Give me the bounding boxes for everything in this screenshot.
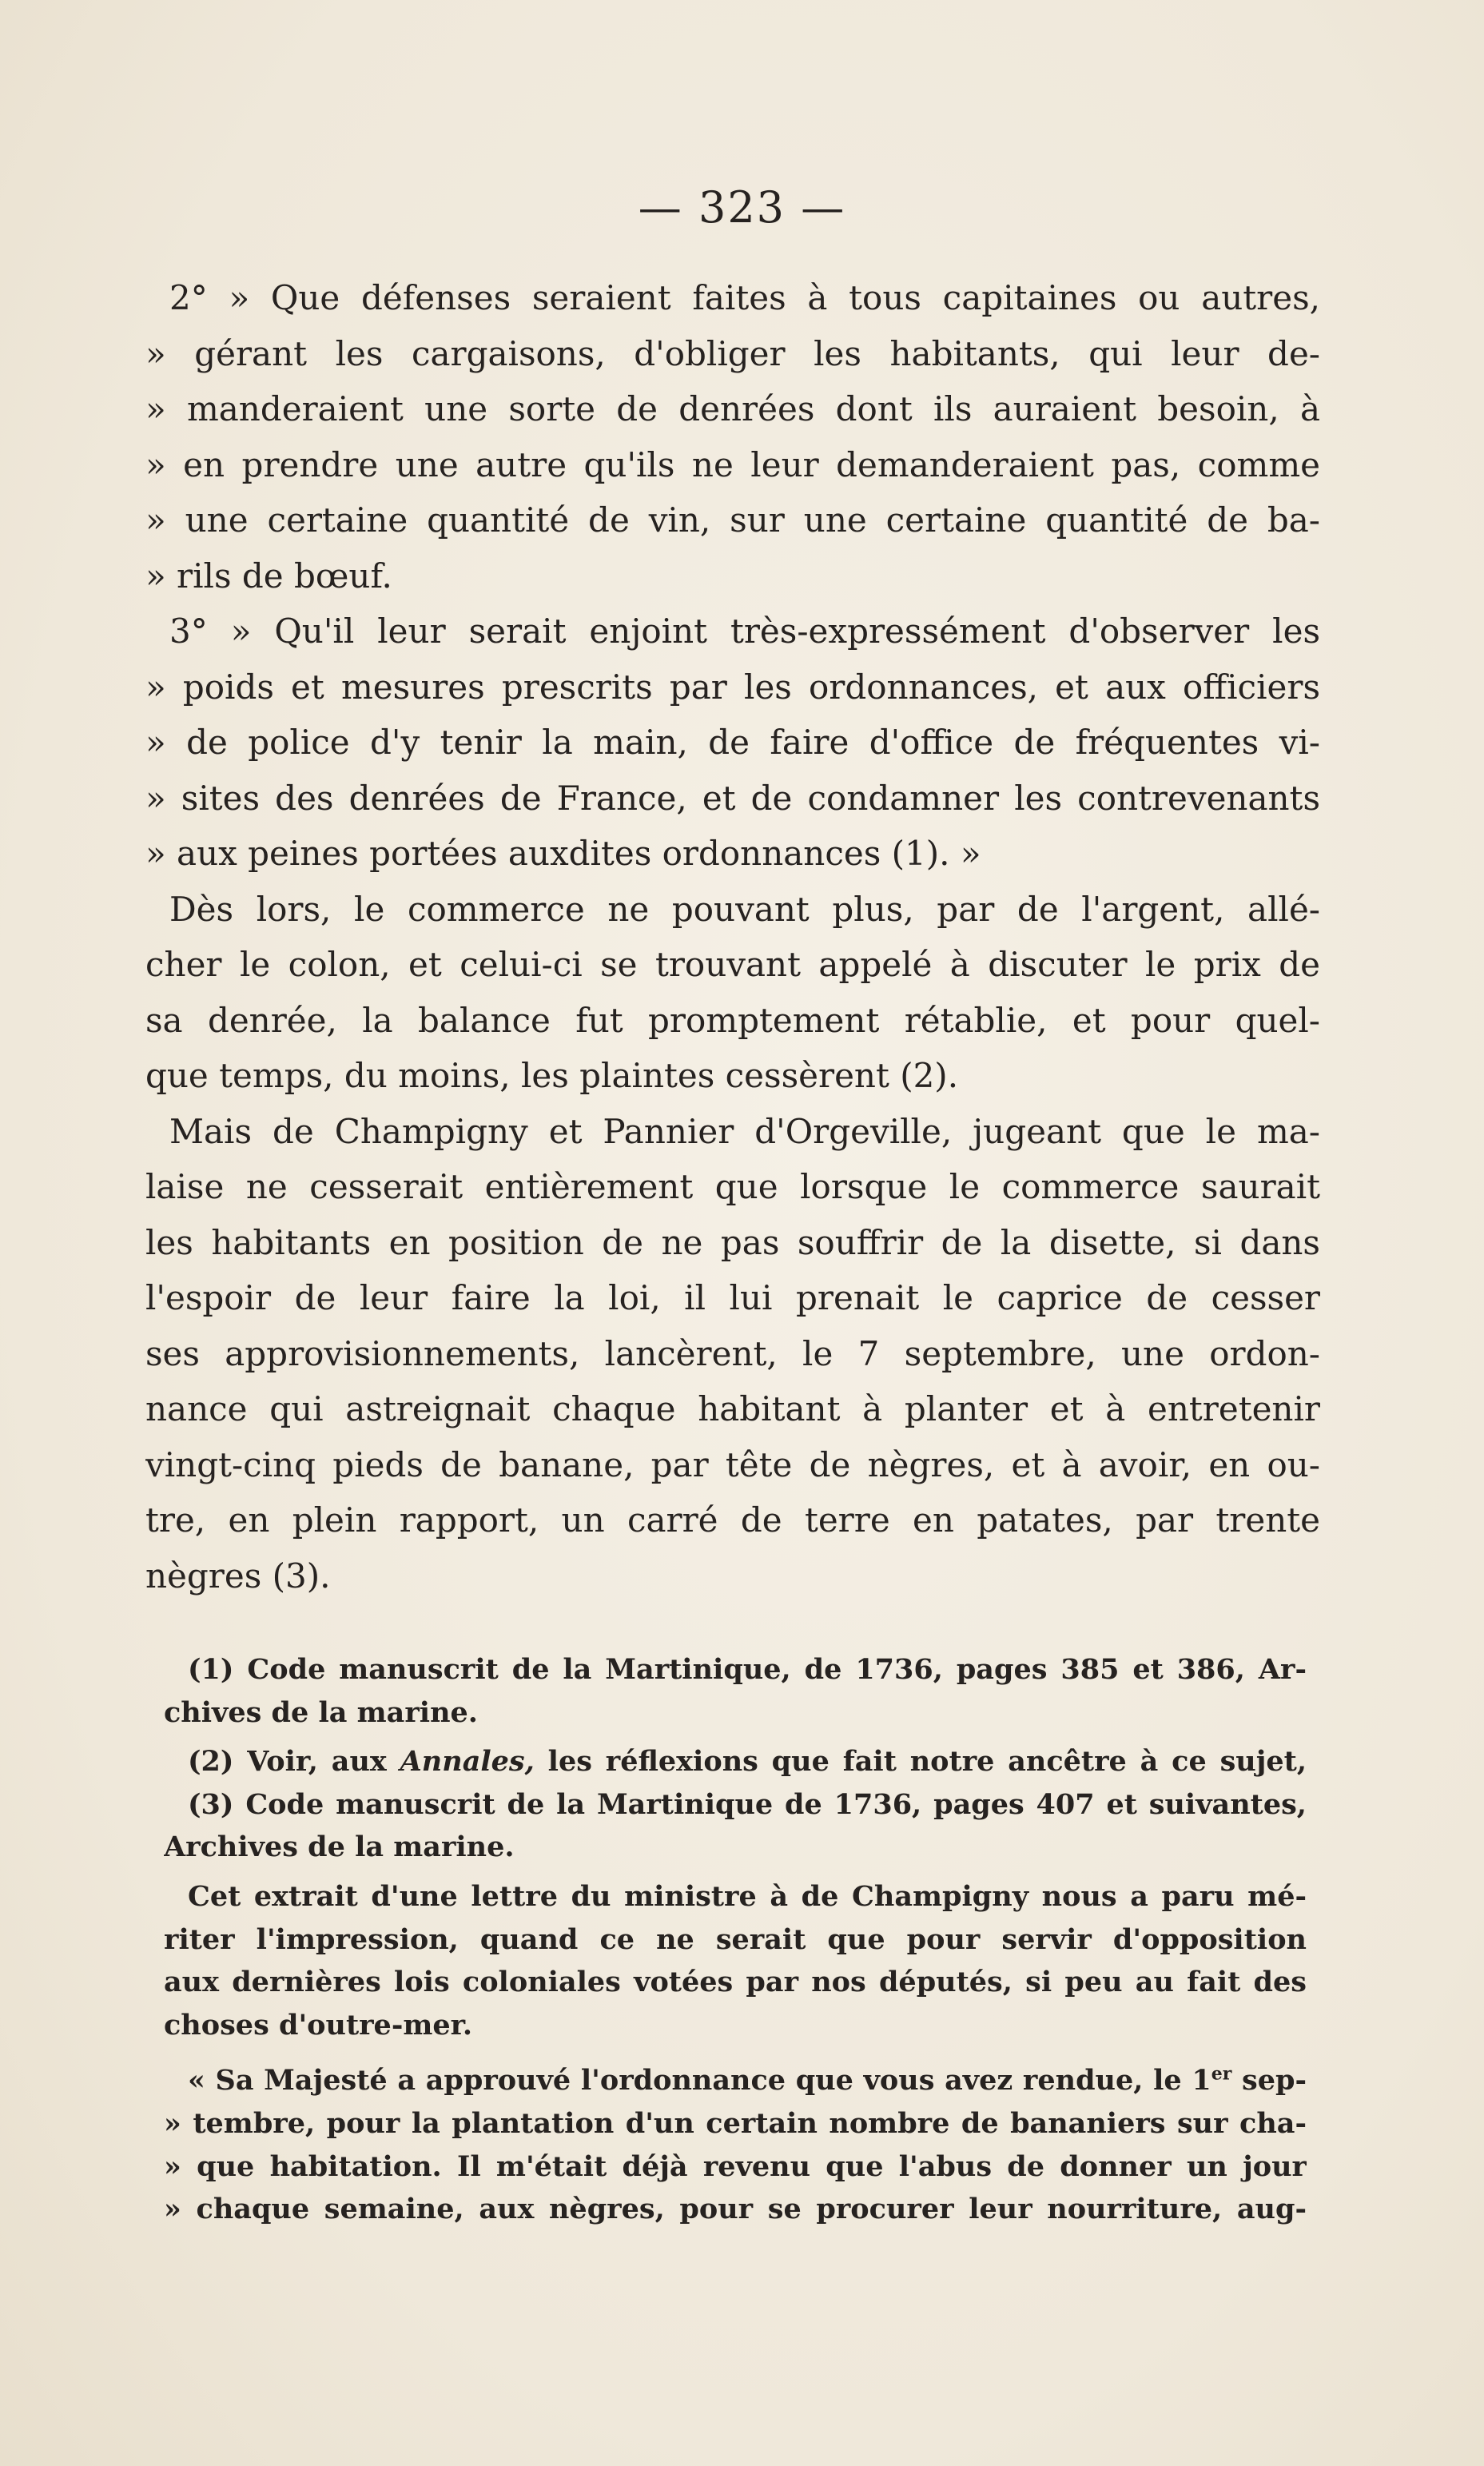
text-line: ses approvisionnements, lancèrent, le 7 septembre, une ordon- [145, 1333, 1320, 1373]
main-text [145, 270, 1320, 1603]
text-line: tre, en plein rapport, un carré de terre en patates, par trente [145, 1500, 1320, 1540]
footnote-1-line: (1) Code manuscrit de la Martinique, de 1736, pages 385 et 386, Ar- [188, 1653, 1307, 1686]
text-line: » manderaient une sorte de denrées dont ils auraient besoin, à [145, 389, 1320, 428]
text-line: l'espoir de leur faire la loi, il lui prenait le caprice de cesser [145, 1278, 1320, 1317]
quote-line: » que habitation. Il m'était déjà revenu que l'abus de donner un jour [164, 2149, 1307, 2183]
text-line: » aux peines portées auxdites ordonnances (1). » [145, 834, 981, 873]
quote-line: » tembre, pour la plantation d'un certain nombre de bananiers sur cha- [164, 2106, 1307, 2140]
text-line: cher le colon, et celui-ci se trouvant appelé à discuter le prix de [145, 945, 1320, 984]
text-line: nègres (3). [145, 1556, 331, 1596]
text-line: » sites des denrées de France, et de condamner les contrevenants [145, 778, 1320, 818]
footnote-3-line: choses d'outre-mer. [164, 2008, 473, 2042]
footnote-2-italic: Annales, [400, 1745, 535, 1779]
text-line: Mais de Champigny et Pannier d'Orgeville, jugeant que le ma- [169, 1111, 1320, 1151]
text-line: 2° » Que défenses seraient faites à tous capitaines ou autres, [169, 278, 1320, 317]
footnote-3-line: riter l'impression, quand ce ne serait que pour servir d'opposition [164, 1922, 1307, 1956]
text-line: nance qui astreignait chaque habitant à planter et à entretenir [145, 1389, 1320, 1428]
text-line: que temps, du moins, les plaintes cessèrent (2). [145, 1056, 959, 1095]
text-line: » une certaine quantité de vin, sur une certaine quantité de ba- [145, 500, 1320, 540]
footnote-3-line: Cet extrait d'une lettre du ministre à de Champigny nous a paru mé- [188, 1879, 1307, 1913]
text-line: les habitants en position de ne pas souffrir de la disette, si dans [145, 1222, 1320, 1262]
quote-line [164, 2059, 1307, 2102]
quote-text: « Sa Majesté a approuvé l'ordonnance que vous avez rendue, le 1 [188, 2064, 1211, 2097]
footnote-2-text: les réflexions que fait notre ancêtre à ce sujet, [534, 1745, 1307, 1779]
footnote-3-line: Archives de la marine. [164, 1831, 515, 1864]
text-line: sa denrée, la balance fut promptement rétablie, et pour quel- [145, 1000, 1320, 1040]
text-line: » rils de bœuf. [145, 556, 392, 596]
text-line: laise ne cesserait entièrement que lorsque le commerce saurait [145, 1167, 1320, 1206]
text-line: » de police d'y tenir la main, de faire d'office de fréquentes vi- [145, 723, 1320, 762]
footnotes [164, 1648, 1307, 2231]
text-line: » en prendre une autre qu'ils ne leur demanderaient pas, comme [145, 444, 1320, 484]
footnote-3-line: aux dernières lois coloniales votées par nos députés, si peu au fait des [164, 1966, 1307, 1999]
footnote-2-text: (2) Voir, aux [188, 1745, 400, 1779]
text-line: vingt-cinq pieds de banane, par tête de nègres, et à avoir, en ou- [145, 1444, 1320, 1484]
quote-line: » chaque semaine, aux nègres, pour se procurer leur nourriture, aug- [164, 2193, 1307, 2226]
text-line: » gérant les cargaisons, d'obliger les habitants, qui leur de- [145, 333, 1320, 373]
text-line: 3° » Qu'il leur serait enjoint très-expressément d'observer les [169, 612, 1320, 651]
page-number: — 323 — [638, 182, 846, 233]
quote-text: sep- [1231, 2064, 1307, 2097]
text-line: Dès lors, le commerce ne pouvant plus, par de l'argent, allé- [169, 889, 1320, 929]
footnote-1-line: chives de la marine. [164, 1695, 478, 1729]
text-line: » poids et mesures prescrits par les ordonnances, et aux officiers [145, 667, 1320, 707]
footnote-2 [164, 1740, 1307, 1783]
footnote-3-line: (3) Code manuscrit de la Martinique de 1736, pages 407 et suivantes, [188, 1787, 1307, 1821]
superscript: er [1211, 2063, 1232, 2085]
